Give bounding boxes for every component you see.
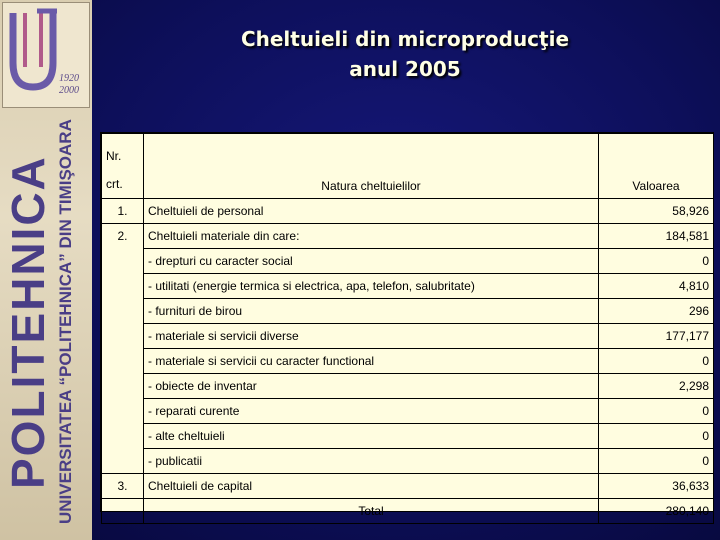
title-line-2: anul 2005 bbox=[349, 57, 461, 81]
row-nr: 2. bbox=[102, 224, 144, 249]
table-total-row bbox=[102, 499, 714, 524]
row-value: 0 bbox=[599, 449, 714, 474]
total-nr-cell bbox=[102, 499, 144, 524]
row-label: - drepturi cu caracter social bbox=[144, 249, 599, 274]
header-nr-line1: Nr. bbox=[106, 149, 122, 163]
row-nr bbox=[102, 299, 144, 324]
row-label: - materiale si servicii cu caracter functional bbox=[144, 349, 599, 374]
title-line-1: Cheltuieli din microproducţie bbox=[240, 27, 570, 51]
row-label: - obiecte de inventar bbox=[144, 374, 599, 399]
table-row bbox=[102, 474, 714, 499]
university-sidebar bbox=[0, 0, 92, 540]
row-nr bbox=[102, 399, 144, 424]
row-label: - alte cheltuieli bbox=[144, 424, 599, 449]
row-nr bbox=[102, 449, 144, 474]
row-value: 36,633 bbox=[599, 474, 714, 499]
slide-title bbox=[100, 24, 710, 84]
row-nr bbox=[102, 249, 144, 274]
table-row bbox=[102, 199, 714, 224]
row-nr bbox=[102, 374, 144, 399]
university-name-vertical-text: UNIVERSITATEA “POLITEHNICA” DIN TIMIŞOARA bbox=[56, 119, 75, 525]
total-label: Total bbox=[144, 499, 599, 524]
row-value: 0 bbox=[599, 424, 714, 449]
row-label: Cheltuieli de personal bbox=[144, 199, 599, 224]
row-nr: 1. bbox=[102, 199, 144, 224]
table-row bbox=[102, 399, 714, 424]
table-row bbox=[102, 449, 714, 474]
row-label: Cheltuieli de capital bbox=[144, 474, 599, 499]
logo-year-start: 1920 bbox=[59, 73, 79, 84]
table-row bbox=[102, 324, 714, 349]
row-value: 184,581 bbox=[599, 224, 714, 249]
row-label: - reparati curente bbox=[144, 399, 599, 424]
row-value: 2,298 bbox=[599, 374, 714, 399]
table-row bbox=[102, 249, 714, 274]
row-label: - furnituri de birou bbox=[144, 299, 599, 324]
row-value: 58,926 bbox=[599, 199, 714, 224]
row-label: Cheltuieli materiale din care: bbox=[144, 224, 599, 249]
row-nr bbox=[102, 274, 144, 299]
row-value: 177,177 bbox=[599, 324, 714, 349]
table-row bbox=[102, 424, 714, 449]
row-label: - utilitati (energie termica si electrica, apa, telefon, salubritate) bbox=[144, 274, 599, 299]
row-nr bbox=[102, 324, 144, 349]
table-row bbox=[102, 224, 714, 249]
expenses-table bbox=[101, 133, 714, 524]
table-row bbox=[102, 274, 714, 299]
university-logo bbox=[2, 2, 90, 108]
row-value: 296 bbox=[599, 299, 714, 324]
header-natura: Natura cheltuielilor bbox=[144, 134, 599, 199]
row-nr: 3. bbox=[102, 474, 144, 499]
row-nr bbox=[102, 424, 144, 449]
table-header-row bbox=[102, 134, 714, 199]
vertical-branding bbox=[0, 112, 92, 536]
row-nr bbox=[102, 349, 144, 374]
table-row bbox=[102, 299, 714, 324]
total-value: 280,140 bbox=[599, 499, 714, 524]
politehnica-vertical-text: POLITEHNICA bbox=[2, 155, 54, 489]
header-nr-line2: crt. bbox=[106, 177, 123, 191]
table-row bbox=[102, 349, 714, 374]
logo-years bbox=[59, 73, 79, 97]
row-value: 4,810 bbox=[599, 274, 714, 299]
table-row bbox=[102, 374, 714, 399]
header-nr-crt bbox=[102, 134, 144, 199]
row-value: 0 bbox=[599, 349, 714, 374]
row-label: - publicatii bbox=[144, 449, 599, 474]
upt-logo-icon bbox=[7, 7, 59, 93]
row-label: - materiale si servicii diverse bbox=[144, 324, 599, 349]
header-valoarea: Valoarea bbox=[599, 134, 714, 199]
row-value: 0 bbox=[599, 249, 714, 274]
row-value: 0 bbox=[599, 399, 714, 424]
expenses-table-container bbox=[100, 132, 714, 518]
logo-year-end: 2000 bbox=[59, 85, 79, 96]
